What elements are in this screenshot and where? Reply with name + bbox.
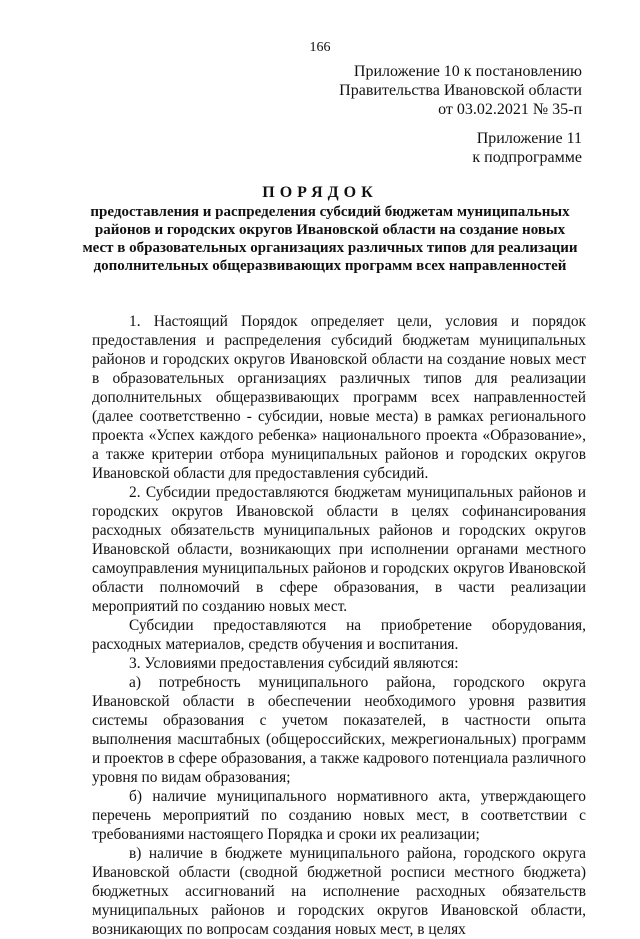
attachment-reference — [472, 129, 582, 167]
paragraph: в) наличие в бюджете муниципального района, городского округа Ивановской области (сводной бюджетной росписи местного бюджета) бюджетных ассигнований на исполнение расходных обязательств муниципальных районов и городских округов Ивановской области, возникающих по вопросам создания новых мест, в целях — [92, 845, 586, 938]
paragraph: 1. Настоящий Порядок определяет цели, условия и порядок предоставления и распределения субсидий бюджетам муниципальных районов и городских округов Ивановской области на создание новых мест в образовательных организациях различных типов для реализации дополнительных общеразвивающих программ всех направленностей (далее соответственно - субсидии, новые места) в рамках регионального проекта «Успех каждого ребенка» национального проекта «Образование», а также критерии отбора муниципальных районов и городских округов Ивановской области для предоставления субсидий. — [92, 313, 586, 482]
resolution-line-3: от 03.02.2021 № 35-п — [438, 101, 582, 118]
attachment-line-2: к подпрограмме — [472, 149, 582, 166]
document-title: ПОРЯДОК — [262, 184, 378, 201]
attachment-line-1: Приложение 11 — [476, 130, 582, 147]
resolution-reference — [339, 62, 582, 119]
document-subtitle: предоставления и распределения субсидий бюджетам муниципальных районов и городских округов Ивановской области на создание новых мест в образовательных организациях различных типов для реализации дополнительных общеразвивающих программ всех направленностей — [82, 204, 578, 274]
resolution-line-1: Приложение 10 к постановлению — [353, 63, 582, 80]
document-body — [92, 312, 586, 939]
page-number: 166 — [309, 40, 331, 55]
paragraph: а) потребность муниципального района, городского округа Ивановской области в обеспечении необходимого уровня развития системы образования с учетом показателей, в частности опыта выполнения масштабных (общероссийских, межрегиональных) программ и проектов в сфере образования, а также кадрового потенциала различного уровня по видам образования; — [92, 674, 586, 786]
resolution-line-2: Правительства Ивановской области — [339, 82, 582, 99]
paragraph: 2. Субсидии предоставляются бюджетам муниципальных районов и городских округов Ивановской области в целях софинансирования расходных обязательств муниципальных районов и городских округов Ивановской области, возникающих при исполнении органами местного самоуправления муниципальных районов и городских округов Ивановской области полномочий в сфере образования, в части реализации мероприятий по созданию новых мест. — [92, 484, 586, 615]
paragraph: 3. Условиями предоставления субсидий являются: — [129, 655, 459, 672]
paragraph: Субсидии предоставляются на приобретение оборудования, расходных материалов, средств обучения и воспитания. — [92, 617, 586, 653]
paragraph: б) наличие муниципального нормативного акта, утверждающего перечень мероприятий по созданию новых мест, в соответствии с требованиями настоящего Порядка и сроки их реализации; — [92, 788, 586, 843]
